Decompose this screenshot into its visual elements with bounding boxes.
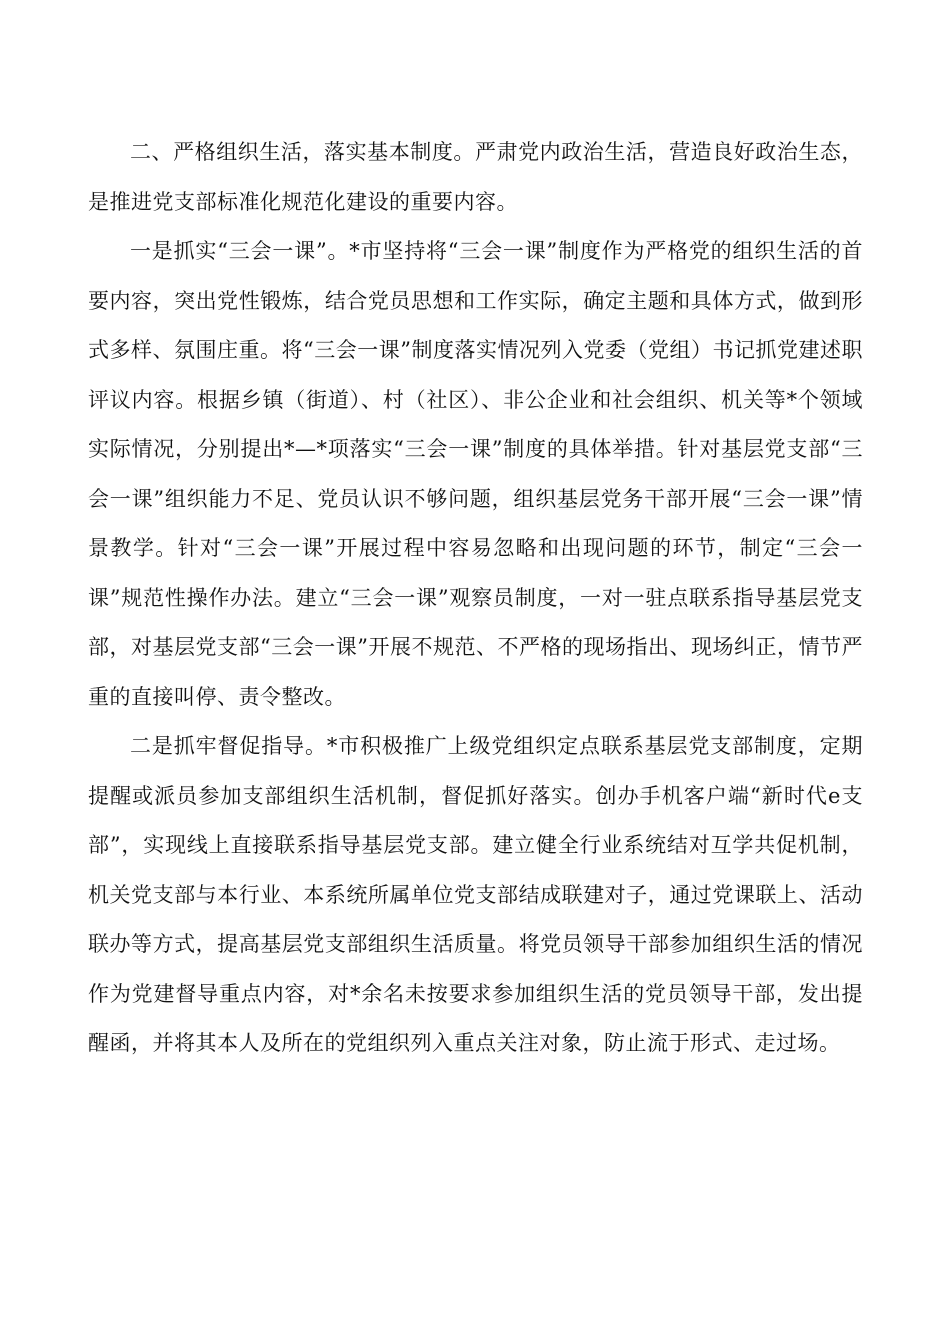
document-body [88, 128, 863, 1069]
paragraph-supervision-guidance: 二是抓牢督促指导。*市积极推广上级党组织定点联系基层党支部制度，定期提醒或派员参加支部组织生活机制，督促抓好落实。创办手机客户端“新时代e支部”，实现线上直接联系指导基层党支部。建立健全行业系统结对互学共促机制，机关党支部与本行业、本系统所属单位党支部结成联建对子，通过党课联上、活动联办等方式，提高基层党支部组织生活质量。将党员领导干部参加组织生活的情况作为党建督导重点内容，对*余名未按要求参加组织生活的党员领导干部，发出提醒函，并将其本人及所在的党组织列入重点关注对象，防止流于形式、走过场。 [88, 734, 863, 1055]
paragraph-section-two-heading: 二、严格组织生活，落实基本制度。严肃党内政治生活，营造良好政治生态，是推进党支部标准化规范化建设的重要内容。 [88, 140, 863, 214]
paragraph-three-meetings-one-lesson: 一是抓实“三会一课”。*市坚持将“三会一课”制度作为严格党的组织生活的首要内容，突出党性锻炼，结合党员思想和工作实际，确定主题和具体方式，做到形式多样、氛围庄重。将“三会一课”制度落实情况列入党委（党组）书记抓党建述职评议内容。根据乡镇（街道）、村（社区）、非公企业和社会组织、机关等*个领域实际情况，分别提出*—*项落实“三会一课”制度的具体举措。针对基层党支部“三会一课”组织能力不足、党员认识不够问题，组织基层党务干部开展“三会一课”情景教学。针对“三会一课”开展过程中容易忽略和出现问题的环节，制定“三会一课”规范性操作办法。建立“三会一课”观察员制度，一对一驻点联系指导基层党支部，对基层党支部“三会一课”开展不规范、不严格的现场指出、现场纠正，情节严重的直接叫停、责令整改。 [88, 239, 863, 709]
